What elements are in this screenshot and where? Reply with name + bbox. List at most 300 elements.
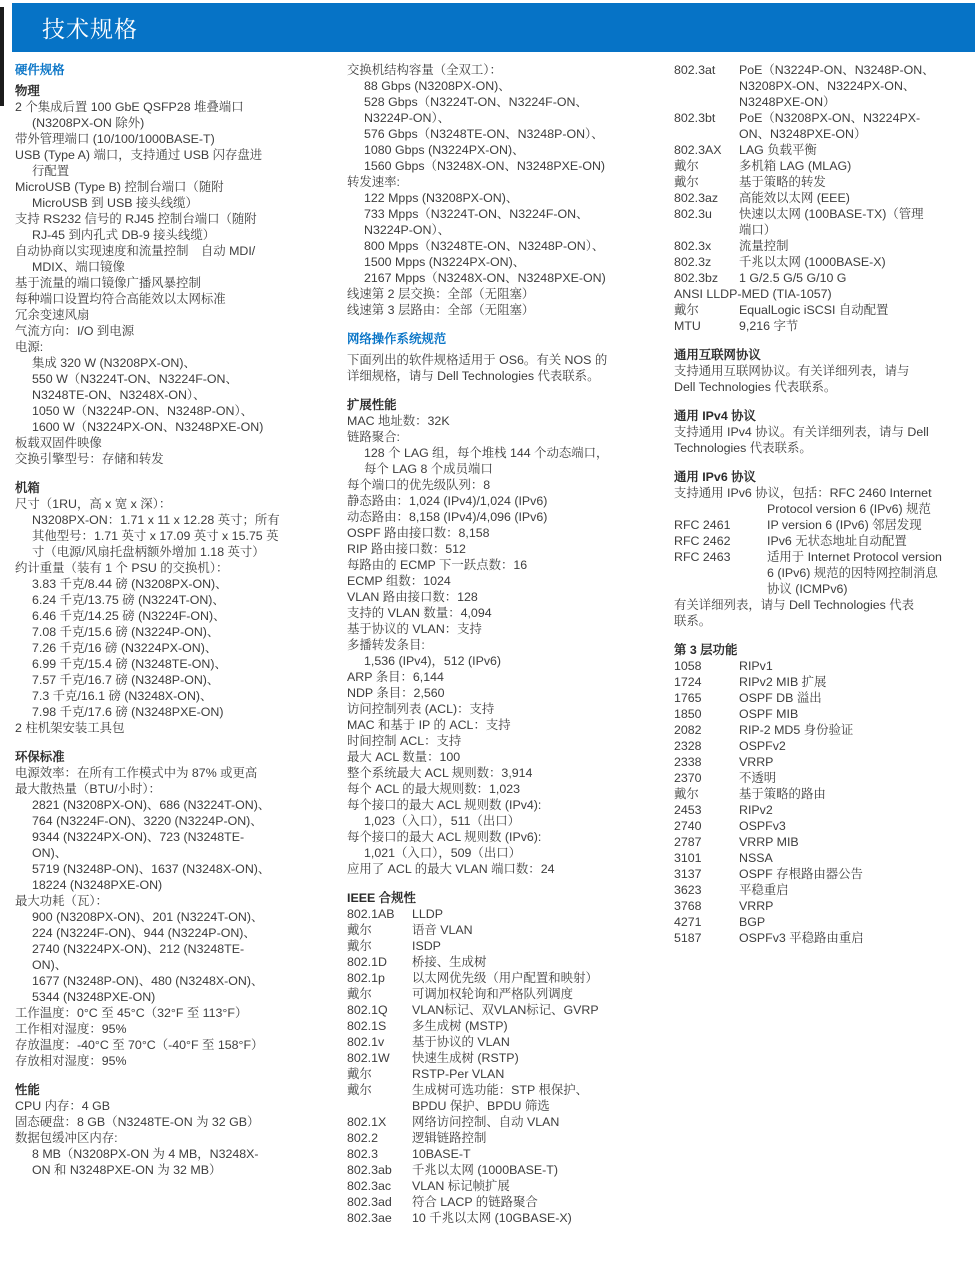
spec-desc xyxy=(739,674,970,690)
spec-code: 802.1Q xyxy=(347,1003,388,1017)
spec-line: 板载双固件映像 xyxy=(15,436,102,450)
spec-columns xyxy=(0,52,975,1226)
spec-desc xyxy=(767,501,970,517)
spec-desc xyxy=(412,1114,664,1130)
spec-pair xyxy=(347,906,664,922)
spec-line: 联系。 xyxy=(674,614,712,628)
spec-desc xyxy=(739,318,970,334)
spec-desc-line: 基于策略的路由 xyxy=(739,787,826,801)
spec-desc-line: RIPv1 xyxy=(739,659,773,673)
spec-code: 2338 xyxy=(674,755,702,769)
spec-code: 2787 xyxy=(674,835,702,849)
spec-pair xyxy=(674,270,970,286)
spec-code: 2328 xyxy=(674,739,702,753)
spec-pair xyxy=(347,922,664,938)
spec-line: 约计重量（装有 1 个 PSU 的交换机）： xyxy=(15,561,229,575)
spec-desc xyxy=(739,706,970,722)
spec-code: 戴尔 xyxy=(674,175,699,189)
spec-line: 1560 Gbps（N3248X-ON、N3248PXE-ON) xyxy=(364,159,606,173)
spec-line: 静态路由：1,024 (IPv4)/1,024 (IPv6) xyxy=(347,494,548,508)
spec-line: 支持 RS232 信号的 RJ45 控制台端口（随附 xyxy=(15,212,257,226)
spec-desc-line: N3248PXE-ON） xyxy=(739,95,836,109)
spec-desc xyxy=(739,302,970,318)
spec-desc-line: OSPF MIB xyxy=(739,707,799,721)
spec-code: 戴尔 xyxy=(674,787,699,801)
spec-pair xyxy=(674,110,970,142)
spec-pair xyxy=(674,834,970,850)
spec-code: MTU xyxy=(674,319,701,333)
spec-line: 550 W（N3224T-ON、N3224F-ON、 xyxy=(32,372,238,386)
spec-pair xyxy=(347,986,664,1002)
spec-desc-line: 10BASE-T xyxy=(412,1147,471,1161)
spec-column-1 xyxy=(15,62,337,1226)
spec-desc-line: NSSA xyxy=(739,851,773,865)
section-heading: 扩展性能 xyxy=(347,398,397,412)
spec-desc-line: RSTP-Per VLAN xyxy=(412,1067,505,1081)
spec-pair xyxy=(674,786,970,802)
spec-line: 访问控制列表 (ACL)：支持 xyxy=(347,702,495,716)
spec-line: 5719 (N3248P-ON)、1637 (N3248X-ON)、 xyxy=(32,862,271,876)
spec-pair xyxy=(674,898,970,914)
spec-line: ECMP 组数：1024 xyxy=(347,574,451,588)
spec-desc xyxy=(767,533,970,549)
spec-desc-line: OSPFv3 xyxy=(739,819,786,833)
spec-line: RIP 路由接口数：512 xyxy=(347,542,466,556)
spec-line: CPU 内存：4 GB xyxy=(15,1099,111,1113)
spec-line: 下面列出的软件规格适用于 OS6。有关 NOS 的 xyxy=(347,353,608,367)
spec-code: 1850 xyxy=(674,707,702,721)
spec-pair xyxy=(347,970,664,986)
spec-line: 多播转发条目: xyxy=(347,638,425,652)
section-heading: 机箱 xyxy=(15,481,40,495)
spec-line: Dell Technologies 代表联系。 xyxy=(674,380,837,394)
spec-code: 2082 xyxy=(674,723,702,737)
spec-desc xyxy=(767,549,970,597)
spec-desc-line: OSPFv3 平稳路由重启 xyxy=(739,931,864,945)
spec-desc xyxy=(739,898,970,914)
spec-line: 每种端口设置均符合高能效以太网标准 xyxy=(15,292,226,306)
spec-desc xyxy=(739,786,970,802)
spec-desc xyxy=(739,770,970,786)
spec-pair xyxy=(674,318,970,334)
spec-desc-line: RIPv2 xyxy=(739,803,773,817)
spec-line: NDP 条目：2,560 xyxy=(347,686,445,700)
spec-line: 7.98 千克/17.6 磅 (N3248PXE-ON) xyxy=(32,705,224,719)
spec-pair xyxy=(674,174,970,190)
spec-line: 最大散热量（BTU/小时）： xyxy=(15,782,161,796)
spec-pair xyxy=(347,1082,664,1114)
spec-line: MicroUSB (Type B) 控制台端口（随附 xyxy=(15,180,224,194)
spec-desc xyxy=(412,986,664,1002)
spec-line: 7.26 千克/16 磅 (N3224PX-ON)、 xyxy=(32,641,218,655)
section-heading: 通用 IPv6 协议 xyxy=(674,470,756,484)
spec-pair xyxy=(674,930,970,946)
spec-line: 6.46 千克/14.25 磅 (N3224F-ON)、 xyxy=(32,609,226,623)
spec-line: USB (Type A) 端口，支持通过 USB 闪存盘进 xyxy=(15,148,263,162)
spec-line: 1677 (N3248P-ON)、480 (N3248X-ON)、 xyxy=(32,974,264,988)
spec-code: 802.1p xyxy=(347,971,385,985)
spec-desc-line: 生成树可选功能：STP 根保护、 xyxy=(412,1083,589,1097)
spec-code: 802.1v xyxy=(347,1035,385,1049)
spec-code: 802.1S xyxy=(347,1019,387,1033)
spec-desc xyxy=(739,850,970,866)
section-heading: 硬件规格 xyxy=(15,63,65,77)
spec-line: 寸（电源/风扇托盘柄额外增加 1.18 英寸） xyxy=(32,545,265,559)
spec-desc-line: 适用于 Internet Protocol version xyxy=(767,550,942,564)
spec-pair xyxy=(347,1050,664,1066)
section-heading: 物理 xyxy=(15,84,40,98)
spec-line: 最大功耗（瓦）： xyxy=(15,894,108,908)
spec-desc-line: VRRP xyxy=(739,755,774,769)
spec-desc-line: OSPF DB 溢出 xyxy=(739,691,822,705)
spec-desc-line: 可调加权轮询和严格队列调度 xyxy=(412,987,574,1001)
spec-desc xyxy=(739,254,970,270)
spec-pair xyxy=(674,674,970,690)
spec-desc xyxy=(412,1018,664,1034)
spec-code: 4271 xyxy=(674,915,702,929)
spec-line: 7.08 千克/15.6 磅 (N3224P-ON)、 xyxy=(32,625,220,639)
spec-desc xyxy=(739,110,970,142)
spec-desc-line: ISDP xyxy=(412,939,441,953)
spec-line: 带外管理端口 (10/100/1000BASE-T) xyxy=(15,132,215,146)
spec-desc xyxy=(739,206,970,238)
spec-code: 802.1W xyxy=(347,1051,390,1065)
spec-pair xyxy=(347,1194,664,1210)
spec-line: 支持的 VLAN 数量：4,094 xyxy=(347,606,492,620)
spec-line: ON)、 xyxy=(32,958,68,972)
spec-line: 2740 (N3224PX-ON)、212 (N3248TE- xyxy=(32,942,245,956)
spec-line: 764 (N3224F-ON)、3220 (N3224P-ON)、 xyxy=(32,814,263,828)
spec-desc xyxy=(739,834,970,850)
spec-code: 802.3ab xyxy=(347,1163,392,1177)
spec-line: MDIX、端口镜像 xyxy=(32,260,125,274)
spec-line: N3224P-ON）、 xyxy=(364,223,451,237)
spec-desc xyxy=(739,158,970,174)
spec-line: 每个接口的最大 ACL 规则数 (IPv6): xyxy=(347,830,542,844)
spec-code: 2740 xyxy=(674,819,702,833)
spec-code: 戴尔 xyxy=(347,923,372,937)
spec-desc-line: ON、N3248PXE-ON） xyxy=(739,127,867,141)
spec-code: 802.3z xyxy=(674,255,712,269)
spec-desc-line: PoE（N3224P-ON、N3248P-ON、 xyxy=(739,63,935,77)
spec-line: 6.24 千克/13.75 磅 (N3224T-ON)、 xyxy=(32,593,225,607)
spec-line: 电源效率：在所有工作模式中为 87% 或更高 xyxy=(15,766,258,780)
spec-line: 2 个集成后置 100 GbE QSFP28 堆叠端口 xyxy=(15,100,244,114)
spec-pair xyxy=(674,533,970,549)
spec-desc xyxy=(739,882,970,898)
spec-line: 122 Mpps (N3208PX-ON)、 xyxy=(364,191,519,205)
spec-pair xyxy=(347,1210,664,1226)
spec-code: 5187 xyxy=(674,931,702,945)
spec-line: 8 MB（N3208PX-ON 为 4 MB，N3248X- xyxy=(32,1147,259,1161)
spec-pair xyxy=(674,818,970,834)
spec-line: 每个接口的最大 ACL 规则数 (IPv4): xyxy=(347,798,542,812)
spec-line: 900 (N3208PX-ON)、201 (N3224T-ON)、 xyxy=(32,910,264,924)
spec-desc-line: BPDU 保护、BPDU 筛选 xyxy=(412,1099,550,1113)
spec-desc-line: 千兆以太网 (1000BASE-T) xyxy=(412,1163,558,1177)
spec-line: 线速第 3 层路由：全部（无阻塞） xyxy=(347,303,535,317)
spec-pair xyxy=(674,770,970,786)
spec-line: 576 Gbps（N3248TE-ON、N3248P-ON）、 xyxy=(364,127,604,141)
spec-code: 3101 xyxy=(674,851,702,865)
spec-desc xyxy=(412,1130,664,1146)
spec-code: RFC 2462 xyxy=(674,534,731,548)
spec-desc-line: IP version 6 (IPv6) 邻居发现 xyxy=(767,518,922,532)
spec-line: 18224 (N3248PXE-ON) xyxy=(32,878,163,892)
spec-line: 交换引擎型号：存储和转发 xyxy=(15,452,164,466)
spec-pair xyxy=(674,206,970,238)
spec-desc xyxy=(767,517,970,533)
spec-pair xyxy=(674,190,970,206)
spec-line: 800 Mpps（N3248TE-ON、N3248P-ON）、 xyxy=(364,239,605,253)
spec-pair xyxy=(347,954,664,970)
spec-desc-line: VRRP xyxy=(739,899,774,913)
spec-desc-line: VRRP MIB xyxy=(739,835,799,849)
spec-desc-line: 不透明 xyxy=(739,771,777,785)
spec-desc-line: VLAN 标记帧扩展 xyxy=(412,1179,510,1193)
spec-pair xyxy=(674,142,970,158)
spec-desc-line: 9,216 字节 xyxy=(739,319,799,333)
spec-line: 整个系统最大 ACL 规则数：3,914 xyxy=(347,766,533,780)
spec-column-3 xyxy=(674,62,970,1226)
header-bar xyxy=(12,3,975,52)
section-heading: 第 3 层功能 xyxy=(674,643,738,657)
spec-line: 528 Gbps（N3224T-ON、N3224F-ON、 xyxy=(364,95,588,109)
spec-pair xyxy=(674,850,970,866)
spec-line: 有关详细列表，请与 Dell Technologies 代表 xyxy=(674,598,915,612)
spec-line: 电源: xyxy=(15,340,44,354)
spec-line: 固态硬盘：8 GB（N3248TE-ON 为 32 GB） xyxy=(15,1115,260,1129)
spec-desc xyxy=(739,818,970,834)
spec-document xyxy=(0,3,975,1275)
spec-code: 802.3az xyxy=(674,191,719,205)
spec-line: 工作温度：0°C 至 45°C（32°F 至 113°F） xyxy=(15,1006,248,1020)
spec-desc xyxy=(739,738,970,754)
spec-line: 7.3 千克/16.1 磅 (N3248X-ON)、 xyxy=(32,689,213,703)
spec-line: Technologies 代表联系。 xyxy=(674,441,812,455)
spec-line: 冗余变速风扇 xyxy=(15,308,90,322)
page-title: 技术规格 xyxy=(42,16,138,42)
spec-code: 802.2 xyxy=(347,1131,379,1145)
spec-code: 802.3 xyxy=(347,1147,379,1161)
spec-pair xyxy=(347,1114,664,1130)
spec-line: MAC 地址数：32K xyxy=(347,414,450,428)
spec-pair xyxy=(674,690,970,706)
spec-code: 1058 xyxy=(674,659,702,673)
spec-pair xyxy=(674,706,970,722)
spec-line: 1600 W（N3224PX-ON、N3248PXE-ON) xyxy=(32,420,264,434)
spec-desc-line: 高能效以太网 (EEE) xyxy=(739,191,850,205)
spec-desc xyxy=(739,190,970,206)
spec-code: 802.1D xyxy=(347,955,387,969)
spec-desc-line: 基于策略的转发 xyxy=(739,175,826,189)
spec-line: 气流方向：I/O 到电源 xyxy=(15,324,135,338)
spec-line: 2821 (N3208PX-ON)、686 (N3224T-ON)、 xyxy=(32,798,271,812)
spec-line: 工作相对湿度：95% xyxy=(15,1022,127,1036)
spec-desc xyxy=(412,938,664,954)
spec-desc xyxy=(739,914,970,930)
spec-pair xyxy=(674,254,970,270)
section-heading: 网络操作系统规范 xyxy=(347,332,447,346)
spec-desc-line: 语音 VLAN xyxy=(412,923,473,937)
spec-code: 802.1AB xyxy=(347,907,395,921)
spec-line: RJ-45 到内孔式 DB-9 接头线缆） xyxy=(32,228,216,242)
section-heading: 通用互联网协议 xyxy=(674,348,761,362)
spec-desc-line: 平稳重启 xyxy=(739,883,789,897)
spec-line: 1,536 (IPv4)，512 (IPv6) xyxy=(364,654,502,668)
spec-line: 动态路由：8,158 (IPv4)/4,096 (IPv6) xyxy=(347,510,548,524)
spec-pair xyxy=(674,238,970,254)
spec-desc xyxy=(739,754,970,770)
spec-desc-line: 千兆以太网 (1000BASE-X) xyxy=(739,255,886,269)
spec-code xyxy=(674,501,767,517)
spec-desc-line: Protocol version 6 (IPv6) 规范 xyxy=(767,502,931,516)
spec-line: 5344 (N3248PXE-ON) xyxy=(32,990,156,1004)
spec-desc xyxy=(739,62,970,110)
spec-pair xyxy=(347,1066,664,1082)
spec-pair xyxy=(674,802,970,818)
spec-code: RFC 2461 xyxy=(674,518,731,532)
spec-code: 802.3bz xyxy=(674,271,719,285)
spec-line: 应用了 ACL 的最大 VLAN 端口数：24 xyxy=(347,862,555,876)
spec-line: 1050 W（N3224P-ON、N3248P-ON）、 xyxy=(32,404,254,418)
page-edge-mark xyxy=(0,7,4,106)
spec-desc-line: N3208PX-ON、N3224PX-ON、 xyxy=(739,79,916,93)
spec-pair xyxy=(674,866,970,882)
spec-line: 支持通用互联网协议。有关详细列表，请与 xyxy=(674,364,910,378)
section-heading: 性能 xyxy=(15,1083,40,1097)
spec-pair xyxy=(674,517,970,533)
spec-line: 每个 ACL 的最大规则数：1,023 xyxy=(347,782,521,796)
section-heading: 通用 IPv4 协议 xyxy=(674,409,756,423)
spec-code: 3623 xyxy=(674,883,702,897)
spec-pair xyxy=(347,1034,664,1050)
spec-line: 733 Mpps（N3224T-ON、N3224F-ON、 xyxy=(364,207,589,221)
spec-desc-line: VLAN标记、双VLAN标记、GVRP xyxy=(412,1003,599,1017)
spec-line: (N3208PX-ON 除外) xyxy=(32,116,145,130)
spec-desc-line: OSPFv2 xyxy=(739,739,786,753)
spec-desc xyxy=(412,1194,664,1210)
spec-desc xyxy=(412,1210,664,1226)
spec-code: 802.3AX xyxy=(674,143,722,157)
spec-line: MAC 和基于 IP 的 ACL：支持 xyxy=(347,718,511,732)
spec-code: 戴尔 xyxy=(347,987,372,1001)
section-heading: IEEE 合规性 xyxy=(347,891,416,905)
spec-line: ON)、 xyxy=(32,846,68,860)
spec-desc-line: LLDP xyxy=(412,907,443,921)
spec-code: 2453 xyxy=(674,803,702,817)
spec-line: ARP 条目：6,144 xyxy=(347,670,444,684)
spec-line: 线速第 2 层交换：全部（无阻塞） xyxy=(347,287,535,301)
spec-desc-line: 多机箱 LAG (MLAG) xyxy=(739,159,852,173)
spec-line: 自动协商以实现速度和流量控制 自动 MDI/ xyxy=(15,244,256,258)
spec-line: 存放温度：-40°C 至 70°C（-40°F 至 158°F） xyxy=(15,1038,264,1052)
spec-desc-line: 基于协议的 VLAN xyxy=(412,1035,510,1049)
spec-code: 1724 xyxy=(674,675,702,689)
spec-desc xyxy=(739,270,970,286)
spec-pair xyxy=(674,158,970,174)
spec-pair xyxy=(347,1178,664,1194)
spec-line: 1,023（入口），511（出口） xyxy=(364,814,521,828)
spec-line: 尺寸（1RU，高 x 宽 x 深）： xyxy=(15,497,172,511)
spec-line: 6.99 千克/15.4 磅 (N3248TE-ON)、 xyxy=(32,657,227,671)
spec-line: 转发速率: xyxy=(347,175,401,189)
spec-desc-line: 1 G/2.5 G/5 G/10 G xyxy=(739,271,847,285)
spec-desc-line: 流量控制 xyxy=(739,239,789,253)
spec-line: 时间控制 ACL：支持 xyxy=(347,734,462,748)
spec-desc-line: EqualLogic iSCSI 自动配置 xyxy=(739,303,889,317)
spec-code: 戴尔 xyxy=(347,1067,372,1081)
spec-line: 1500 Mpps (N3224PX-ON)、 xyxy=(364,255,526,269)
spec-desc-line: LAG 负载平衡 xyxy=(739,143,817,157)
spec-code: 戴尔 xyxy=(674,303,699,317)
spec-desc-line: 网络访问控制、自动 VLAN xyxy=(412,1115,560,1129)
spec-code: 戴尔 xyxy=(347,939,372,953)
spec-line: VLAN 路由接口数：128 xyxy=(347,590,478,604)
spec-desc-line: 快速生成树 (RSTP) xyxy=(412,1051,519,1065)
spec-line: OSPF 路由接口数：8,158 xyxy=(347,526,490,540)
spec-code: 戴尔 xyxy=(674,159,699,173)
spec-desc-line: 以太网优先级（用户配置和映射） xyxy=(412,971,598,985)
spec-desc-line: 多生成树 (MSTP) xyxy=(412,1019,508,1033)
spec-pair xyxy=(347,1018,664,1034)
spec-pair xyxy=(674,501,970,517)
spec-line: 9344 (N3224PX-ON)、723 (N3248TE- xyxy=(32,830,245,844)
spec-code: 3137 xyxy=(674,867,702,881)
spec-column-2 xyxy=(347,62,664,1226)
spec-code: 3768 xyxy=(674,899,702,913)
spec-desc-line: IPv6 无状态地址自动配置 xyxy=(767,534,907,548)
spec-pair xyxy=(674,302,970,318)
spec-pair xyxy=(674,722,970,738)
spec-line: 存放相对湿度：95% xyxy=(15,1054,127,1068)
spec-line: 数据包缓冲区内存: xyxy=(15,1131,118,1145)
spec-desc xyxy=(739,930,970,946)
spec-code: 802.3ae xyxy=(347,1211,392,1225)
spec-line: 1080 Gbps (N3224PX-ON)、 xyxy=(364,143,525,157)
spec-code: 1765 xyxy=(674,691,702,705)
spec-desc xyxy=(739,722,970,738)
spec-desc-line: BGP xyxy=(739,915,766,929)
spec-desc-line: 协议 (ICMPv6) xyxy=(767,582,848,596)
spec-desc xyxy=(739,690,970,706)
spec-desc xyxy=(412,906,664,922)
spec-code: RFC 2463 xyxy=(674,550,731,564)
spec-code: 802.3ad xyxy=(347,1195,392,1209)
spec-code: 802.3bt xyxy=(674,111,716,125)
spec-desc-line: 桥接、生成树 xyxy=(412,955,487,969)
spec-pair xyxy=(674,549,970,597)
spec-line: ON 和 N3248PXE-ON 为 32 MB） xyxy=(32,1163,222,1177)
spec-line: 最大 ACL 数量：100 xyxy=(347,750,461,764)
spec-pair xyxy=(347,1162,664,1178)
spec-line: 1,021（入口），509（出口） xyxy=(364,846,521,860)
spec-line: 每个端口的优先级队列：8 xyxy=(347,478,491,492)
spec-desc xyxy=(739,866,970,882)
spec-code: 802.3x xyxy=(674,239,712,253)
spec-pair xyxy=(347,1002,664,1018)
spec-desc-line: 逻辑链路控制 xyxy=(412,1131,487,1145)
spec-line: 2 柱机架安装工具包 xyxy=(15,721,125,735)
spec-desc-line: 符合 LACP 的链路聚合 xyxy=(412,1195,538,1209)
spec-desc xyxy=(739,174,970,190)
spec-line: 3.83 千克/8.44 磅 (N3208PX-ON)、 xyxy=(32,577,228,591)
spec-desc xyxy=(412,1082,664,1114)
spec-line: 交换机结构容量（全双工）： xyxy=(347,63,502,77)
spec-line: 支持通用 IPv4 协议。有关详细列表，请与 Dell xyxy=(674,425,929,439)
spec-desc-line: PoE（N3208PX-ON、N3224PX- xyxy=(739,111,921,125)
spec-desc xyxy=(412,1178,664,1194)
